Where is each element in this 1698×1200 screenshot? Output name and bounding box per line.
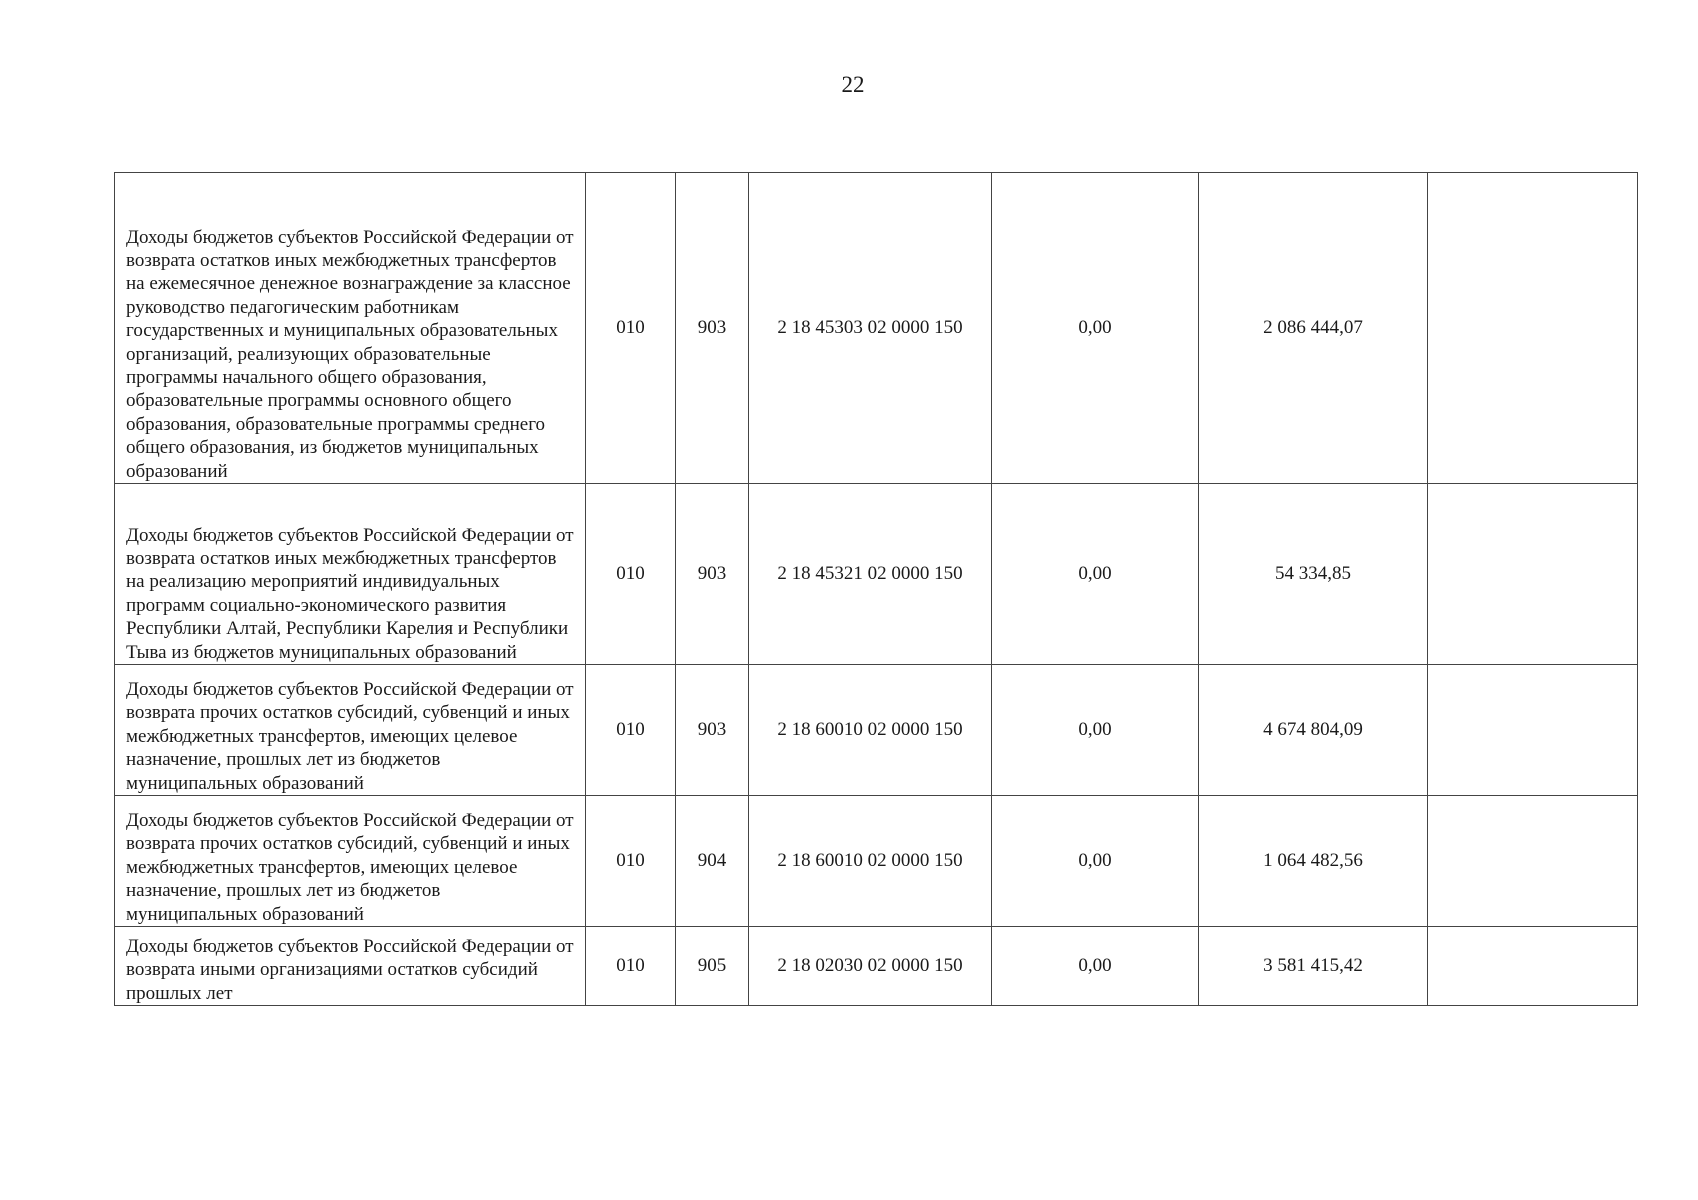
amount-cell: 0,00 <box>992 484 1199 665</box>
chapter-code-cell: 904 <box>676 796 749 927</box>
amount-cell: 0,00 <box>992 927 1199 1006</box>
kbk-code-cell: 2 18 60010 02 0000 150 <box>749 665 992 796</box>
page-number: 22 <box>841 72 865 97</box>
chapter-code-cell: 903 <box>676 173 749 484</box>
amount-cell: 54 334,85 <box>1199 484 1428 665</box>
table-row <box>115 484 1638 665</box>
revenue-description: Доходы бюджетов субъектов Российской Федерации от возврата прочих остатков субсидий, субвенций и иных межбюджетных трансфертов, имеющих целевое назначение, прошлых лет из бюджетов муниципальных образований <box>115 796 586 927</box>
kbk-code-cell: 2 18 02030 02 0000 150 <box>749 927 992 1006</box>
revenue-table <box>114 172 1638 1006</box>
revenue-description: Доходы бюджетов субъектов Российской Федерации от возврата иными организациями остатков субсидий прошлых лет <box>115 927 586 1006</box>
amount-cell: 1 064 482,56 <box>1199 796 1428 927</box>
amount-cell: 4 674 804,09 <box>1199 665 1428 796</box>
chapter-code-cell: 903 <box>676 665 749 796</box>
admin-code-cell: 010 <box>586 927 676 1006</box>
table-row <box>115 796 1638 927</box>
admin-code-cell: 010 <box>586 173 676 484</box>
chapter-code-cell: 905 <box>676 927 749 1006</box>
revenue-description: Доходы бюджетов субъектов Российской Федерации от возврата прочих остатков субсидий, субвенций и иных межбюджетных трансфертов, имеющих целевое назначение, прошлых лет из бюджетов муниципальных образований <box>115 665 586 796</box>
kbk-code-cell: 2 18 45303 02 0000 150 <box>749 173 992 484</box>
empty-cell <box>1428 927 1638 1006</box>
kbk-code-cell: 2 18 45321 02 0000 150 <box>749 484 992 665</box>
admin-code-cell: 010 <box>586 665 676 796</box>
amount-cell: 3 581 415,42 <box>1199 927 1428 1006</box>
empty-cell <box>1428 665 1638 796</box>
empty-cell <box>1428 796 1638 927</box>
amount-cell: 0,00 <box>992 796 1199 927</box>
amount-cell: 0,00 <box>992 173 1199 484</box>
empty-cell <box>1428 173 1638 484</box>
amount-cell: 2 086 444,07 <box>1199 173 1428 484</box>
admin-code-cell: 010 <box>586 484 676 665</box>
table-row <box>115 173 1638 484</box>
admin-code-cell: 010 <box>586 796 676 927</box>
chapter-code-cell: 903 <box>676 484 749 665</box>
revenue-description: Доходы бюджетов субъектов Российской Федерации от возврата остатков иных межбюджетных трансфертов на реализацию мероприятий индивидуальных программ социально-экономического развития Республики Алтай, Республики Карелия и Республики Тыва из бюджетов муниципальных образований <box>115 484 586 665</box>
empty-cell <box>1428 484 1638 665</box>
kbk-code-cell: 2 18 60010 02 0000 150 <box>749 796 992 927</box>
table-row <box>115 665 1638 796</box>
revenue-description: Доходы бюджетов субъектов Российской Федерации от возврата остатков иных межбюджетных трансфертов на ежемесячное денежное вознаграждение за классное руководство педагогическим работникам государственных и муниципальных образовательных организаций, реализующих образовательные программы начального общего образования, образовательные программы основного общего образования, образовательные программы среднего общего образования, из бюджетов муниципальных образований <box>115 173 586 484</box>
table-row <box>115 927 1638 1006</box>
amount-cell: 0,00 <box>992 665 1199 796</box>
